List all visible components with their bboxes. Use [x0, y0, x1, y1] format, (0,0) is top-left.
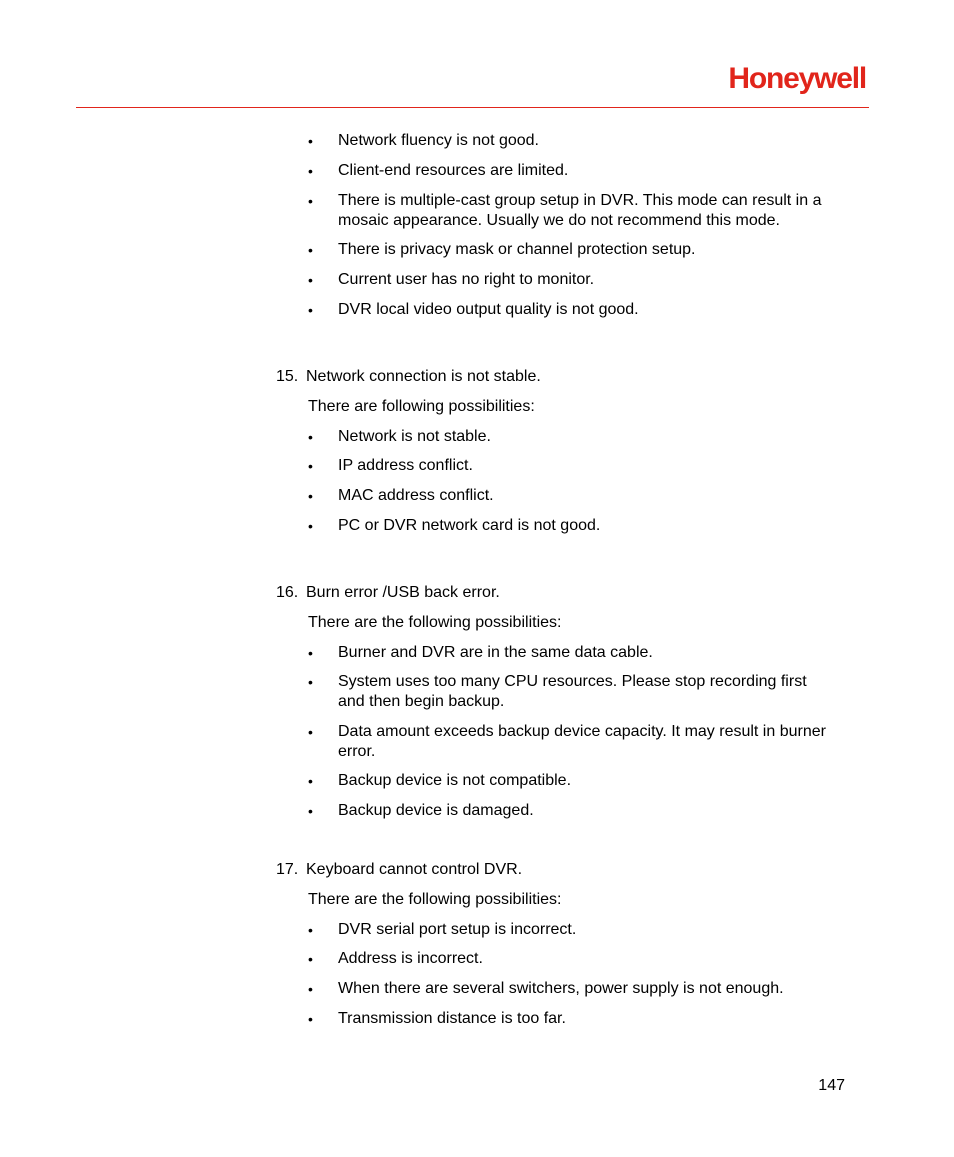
section-intro: There are following possibilities: [308, 398, 535, 415]
bullet-icon: • [308, 951, 313, 967]
list-item: • Current user has no right to monitor. [308, 271, 595, 288]
list-item: • Address is incorrect. [308, 950, 483, 967]
section-heading: 15. Network connection is not stable. [276, 368, 541, 385]
bullet-icon: • [308, 133, 313, 149]
bullet-icon: • [308, 242, 313, 258]
list-item: • DVR serial port setup is incorrect. [308, 921, 577, 938]
section-heading: 16. Burn error /USB back error. [276, 584, 500, 601]
list-item: • Network is not stable. [308, 428, 491, 445]
list-item: • Backup device is damaged. [308, 802, 534, 819]
list-item: • DVR local video output quality is not good. [308, 301, 639, 318]
list-item: • IP address conflict. [308, 457, 473, 474]
bullet-icon: • [308, 458, 313, 474]
bullet-icon: • [308, 272, 313, 288]
bullet-icon: • [308, 1011, 313, 1027]
list-item: • MAC address conflict. [308, 487, 494, 504]
bullet-icon: • [308, 429, 313, 445]
list-item: • Client-end resources are limited. [308, 162, 569, 179]
list-item: • When there are several switchers, power supply is not enough. [308, 980, 784, 997]
bullet-icon: • [308, 922, 313, 938]
bullet-icon: • [308, 674, 313, 690]
bullet-icon: • [308, 518, 313, 534]
bullet-icon: • [308, 302, 313, 318]
honeywell-logo: Honeywell [728, 62, 866, 95]
list-item: • Burner and DVR are in the same data cable. [308, 644, 653, 661]
section-intro: There are the following possibilities: [308, 891, 562, 908]
list-item: • PC or DVR network card is not good. [308, 517, 601, 534]
list-item: • Data amount exceeds backup device capacity. It may result in burner error. [308, 723, 826, 760]
list-item: • Backup device is not compatible. [308, 772, 572, 789]
page-number: 147 [818, 1077, 845, 1094]
list-item: • System uses too many CPU resources. Please stop recording first and then begin backup. [308, 673, 807, 710]
bullet-icon: • [308, 193, 313, 209]
list-item: • There is privacy mask or channel protection setup. [308, 241, 696, 258]
bullet-icon: • [308, 981, 313, 997]
section-heading: 17. Keyboard cannot control DVR. [276, 861, 523, 878]
bullet-icon: • [308, 724, 313, 740]
list-item: • There is multiple-cast group setup in DVR. This mode can result in a mosaic appearance. Usually we do not recommend this mode. [308, 192, 822, 229]
bullet-icon: • [308, 163, 313, 179]
bullet-icon: • [308, 645, 313, 661]
section-intro: There are the following possibilities: [308, 614, 562, 631]
bullet-icon: • [308, 803, 313, 819]
list-item: • Transmission distance is too far. [308, 1010, 566, 1027]
bullet-icon: • [308, 488, 313, 504]
header-rule [76, 107, 869, 108]
bullet-icon: • [308, 773, 313, 789]
list-item: • Network fluency is not good. [308, 132, 539, 149]
